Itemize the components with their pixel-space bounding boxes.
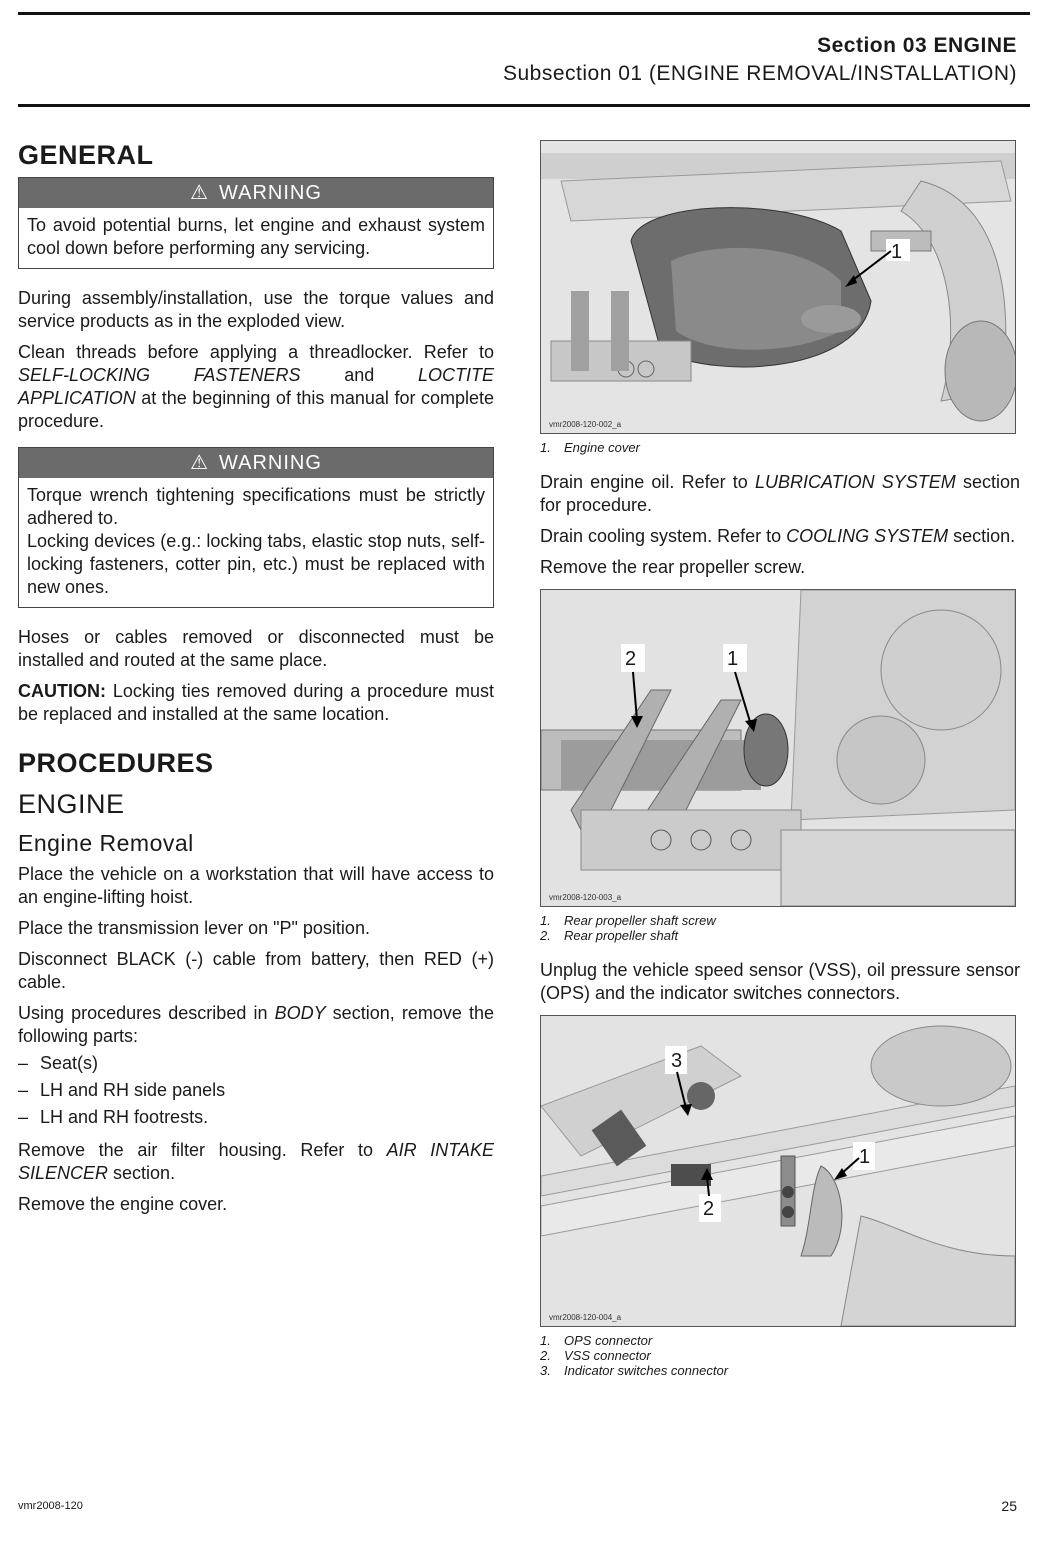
text-run: section, remove the following parts: xyxy=(18,1003,494,1046)
legend-number: 1. xyxy=(540,440,551,455)
callout-1: 1 xyxy=(891,241,903,263)
callout-1: 1 xyxy=(859,1146,871,1168)
paragraph-clean-threads xyxy=(18,341,494,433)
list-item: – LH and RH side panels xyxy=(18,1080,226,1100)
legend-item xyxy=(540,1333,1020,1348)
warning-label: WARNING xyxy=(219,452,322,474)
section-header: Section 03 ENGINE xyxy=(817,34,1017,57)
engine-removal-heading: Engine Removal xyxy=(18,830,194,856)
reference-air-intake: AIR INTAKE SILENCER xyxy=(18,1140,494,1183)
paragraph-unplug: Unplug the vehicle speed sensor (VSS), oil pressure sensor (OPS) and the indicator switches connectors. xyxy=(540,960,1020,1003)
text-run: Clean threads before applying a threadlocker. Refer to xyxy=(18,342,494,362)
legend-item xyxy=(540,928,1020,943)
legend-item xyxy=(540,440,1020,455)
paragraph-engine-cover: Remove the engine cover. xyxy=(18,1194,228,1214)
paragraph-hoses: Hoses or cables removed or disconnected must be installed and routed at the same place. xyxy=(18,627,494,670)
list-item-text: LH and RH side panels xyxy=(40,1080,226,1100)
legend-number: 2. xyxy=(540,1348,551,1363)
callout-3: 3 xyxy=(671,1050,683,1072)
text-run: at the beginning of this manual for complete procedure. xyxy=(18,388,494,431)
text-run: Drain cooling system. Refer to xyxy=(540,526,787,546)
warning-box-burns xyxy=(18,177,494,269)
figure-code: vmr2008-120-002_a xyxy=(549,420,622,429)
warning-box-torque xyxy=(18,447,494,608)
caution-label: CAUTION: xyxy=(18,681,106,701)
figure-legend xyxy=(540,1333,1020,1378)
list-item: – Seat(s) xyxy=(18,1053,99,1073)
warning-line-2: Locking devices (e.g.: locking tabs, elastic stop nuts, self-locking fasteners, cotter pin, etc.) must be replaced with new ones. xyxy=(27,531,485,597)
reference-loctite: LOCTITE APPLICATION xyxy=(18,365,494,408)
legend-item xyxy=(540,913,1020,928)
callout-1: 1 xyxy=(727,648,739,670)
left-column xyxy=(18,140,494,1224)
right-column xyxy=(540,140,1020,1394)
legend-text: Engine cover xyxy=(564,440,640,455)
figure-engine-cover xyxy=(540,140,1016,434)
figure-legend xyxy=(540,913,1020,943)
paragraph-disconnect-battery: Disconnect BLACK (-) cable from battery, then RED (+) cable. xyxy=(18,949,494,992)
paragraph-using-procedures xyxy=(18,1002,494,1048)
legend-number: 3. xyxy=(540,1363,551,1378)
page-number: 25 xyxy=(1001,1498,1017,1514)
legend-item xyxy=(540,1348,1020,1363)
legend-number: 1. xyxy=(540,913,551,928)
legend-text: VSS connector xyxy=(564,1348,651,1363)
warning-text: To avoid potential burns, let engine and exhaust system cool down before performing any servicing. xyxy=(27,215,485,258)
reference-body: BODY xyxy=(274,1003,326,1023)
paragraph-torque: During assembly/installation, use the torque values and service products as in the exploded view. xyxy=(18,288,494,331)
general-heading: GENERAL xyxy=(18,140,154,170)
paragraph-place-vehicle: Place the vehicle on a workstation that will have access to an engine-lifting hoist. xyxy=(18,864,494,907)
text-run: section for procedure. xyxy=(540,472,1020,515)
figure-connectors xyxy=(540,1015,1016,1327)
legend-text: Indicator switches connector xyxy=(564,1363,729,1378)
figure-code: vmr2008-120-004_a xyxy=(549,1313,622,1322)
paragraph-drain-oil xyxy=(540,471,1020,517)
reference-lubrication: LUBRICATION SYSTEM xyxy=(754,472,956,492)
warning-line-1: Torque wrench tightening specifications must be strictly adhered to. xyxy=(27,485,485,528)
subsection-header: Subsection 01 (ENGINE REMOVAL/INSTALLATION) xyxy=(503,62,1017,85)
legend-number: 1. xyxy=(540,1333,551,1348)
figure-propeller-shaft xyxy=(540,589,1016,907)
top-rule xyxy=(18,12,1030,15)
warning-text xyxy=(19,478,493,607)
warning-label: WARNING xyxy=(219,182,322,204)
propeller-shaft-photo xyxy=(541,590,1015,906)
text-run: Drain engine oil. Refer to xyxy=(540,472,755,492)
warning-header xyxy=(19,178,493,208)
engine-heading: ENGINE xyxy=(18,789,125,819)
reference-cooling: COOLING SYSTEM xyxy=(786,526,949,546)
header-rule xyxy=(18,104,1030,107)
list-item-text: LH and RH footrests. xyxy=(40,1107,209,1127)
procedures-heading: PROCEDURES xyxy=(18,748,214,778)
callout-2: 2 xyxy=(625,648,637,670)
legend-item xyxy=(540,1363,1020,1378)
reference-self-locking: SELF-LOCKING FASTENERS xyxy=(18,365,301,385)
legend-text: OPS connector xyxy=(564,1333,653,1348)
warning-triangle-icon: ⚠ xyxy=(190,452,209,474)
list-item: – LH and RH footrests. xyxy=(18,1107,209,1127)
text-run: section. xyxy=(948,526,1016,546)
legend-text: Rear propeller shaft screw xyxy=(564,913,716,928)
figure-legend xyxy=(540,440,1020,455)
text-run: section. xyxy=(108,1163,176,1183)
caution-text: Locking ties removed during a procedure must be replaced and installed at the same location. xyxy=(18,681,494,724)
text-run: Using procedures described in xyxy=(18,1003,275,1023)
list-item-text: Seat(s) xyxy=(40,1053,99,1073)
parts-list xyxy=(18,1050,494,1131)
text-run: Remove the air filter housing. Refer to xyxy=(18,1140,387,1160)
warning-header xyxy=(19,448,493,478)
paragraph-transmission-lever: Place the transmission lever on "P" position. xyxy=(18,918,370,938)
paragraph-remove-screw: Remove the rear propeller screw. xyxy=(540,557,806,577)
text-run: and xyxy=(300,365,418,385)
footer-code: vmr2008-120 xyxy=(18,1500,83,1512)
paragraph-drain-cooling xyxy=(540,525,1020,548)
figure-code: vmr2008-120-003_a xyxy=(549,893,622,902)
warning-triangle-icon: ⚠ xyxy=(190,182,209,204)
paragraph-caution xyxy=(18,680,494,726)
callout-2: 2 xyxy=(703,1198,715,1220)
paragraph-air-filter xyxy=(18,1139,494,1185)
legend-number: 2. xyxy=(540,928,551,943)
legend-text: Rear propeller shaft xyxy=(564,928,679,943)
connectors-photo xyxy=(541,1016,1015,1326)
engine-cover-photo xyxy=(541,141,1015,433)
